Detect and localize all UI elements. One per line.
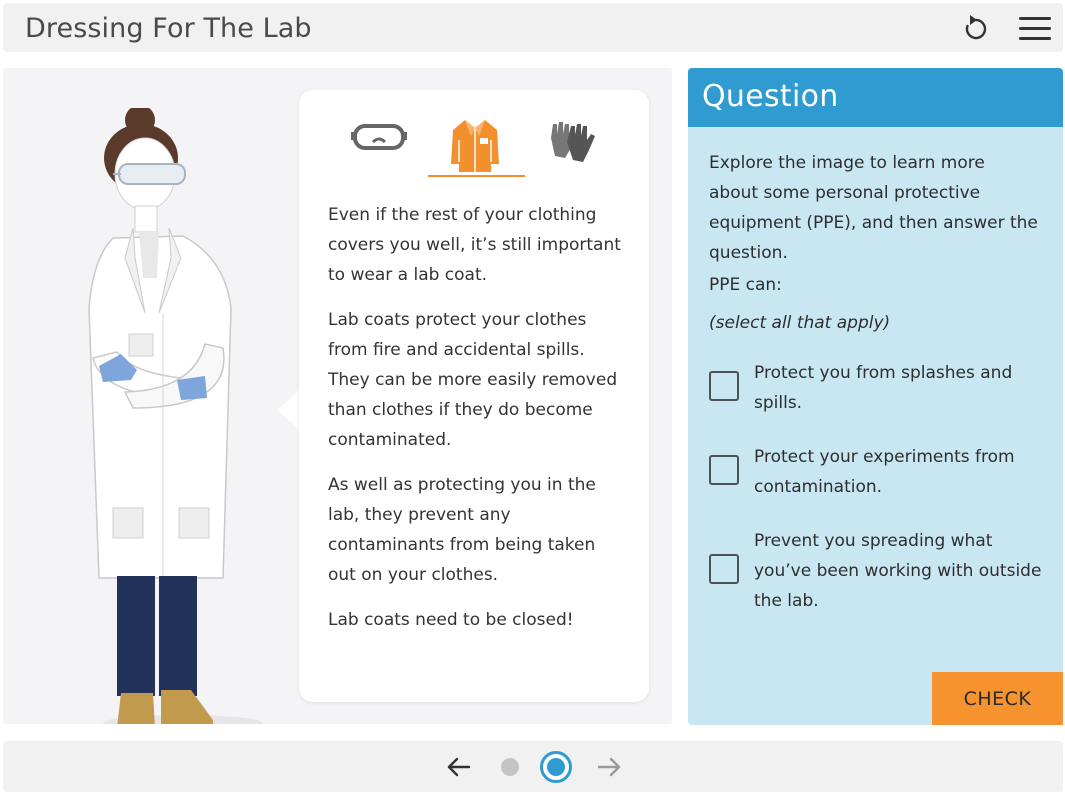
card-paragraph: Even if the rest of your clothing covers you well, it’s still important to wear a lab coat. bbox=[328, 205, 621, 285]
arrow-left-icon[interactable] bbox=[445, 753, 473, 781]
tab-lab-coat[interactable] bbox=[439, 112, 509, 176]
lab-coat-icon bbox=[449, 118, 501, 174]
arrow-right-icon[interactable] bbox=[595, 753, 623, 781]
question-panel bbox=[688, 68, 1063, 725]
goggles-icon bbox=[351, 118, 407, 158]
hamburger-menu-icon[interactable] bbox=[1019, 16, 1053, 42]
card-paragraph: As well as protecting you in the lab, they prevent any contaminants from being taken out on your clothes. bbox=[328, 475, 596, 585]
option-checkbox[interactable] bbox=[709, 455, 739, 485]
tab-gloves[interactable] bbox=[535, 112, 605, 176]
question-intro: Explore the image to learn more about some personal protective equipment (PPE), and then answer the question. bbox=[709, 153, 1038, 263]
card-pointer bbox=[278, 389, 300, 431]
tab-goggles[interactable] bbox=[341, 112, 411, 176]
option-experiments[interactable] bbox=[709, 442, 1049, 512]
card-paragraph: Lab coats need to be closed! bbox=[328, 610, 574, 630]
footer-nav bbox=[3, 741, 1063, 792]
page-dot-2-current[interactable] bbox=[540, 751, 572, 783]
option-spreading[interactable] bbox=[709, 526, 1049, 621]
question-hint: (select all that apply) bbox=[709, 313, 891, 333]
current-dot-fill bbox=[547, 758, 565, 776]
option-label: Prevent you spreading what you’ve been working with outside the lab. bbox=[754, 531, 1042, 611]
page-dot-1[interactable] bbox=[501, 758, 519, 776]
gloves-icon bbox=[545, 118, 595, 164]
reset-icon[interactable] bbox=[961, 14, 991, 44]
option-label: Protect you from splashes and spills. bbox=[754, 363, 1013, 413]
card-paragraph: Lab coats protect your clothes from fire and accidental spills. They can be more easily removed than clothes if they do become contaminated. bbox=[328, 310, 618, 450]
check-button[interactable]: CHECK bbox=[932, 672, 1063, 725]
option-checkbox[interactable] bbox=[709, 371, 739, 401]
option-label: Protect your experiments from contamination. bbox=[754, 447, 1015, 497]
info-card bbox=[299, 90, 649, 702]
active-tab-indicator bbox=[428, 175, 525, 177]
header-bar bbox=[3, 3, 1063, 52]
card-body bbox=[328, 200, 628, 650]
page-title: Dressing For The Lab bbox=[25, 13, 312, 44]
question-title: Question bbox=[702, 79, 839, 114]
option-checkbox[interactable] bbox=[709, 554, 739, 584]
scientist-illustration bbox=[73, 108, 283, 724]
question-header bbox=[688, 68, 1063, 127]
ppe-tabs bbox=[339, 112, 609, 178]
option-splashes[interactable] bbox=[709, 358, 1049, 428]
question-prompt: PPE can: bbox=[709, 275, 782, 295]
